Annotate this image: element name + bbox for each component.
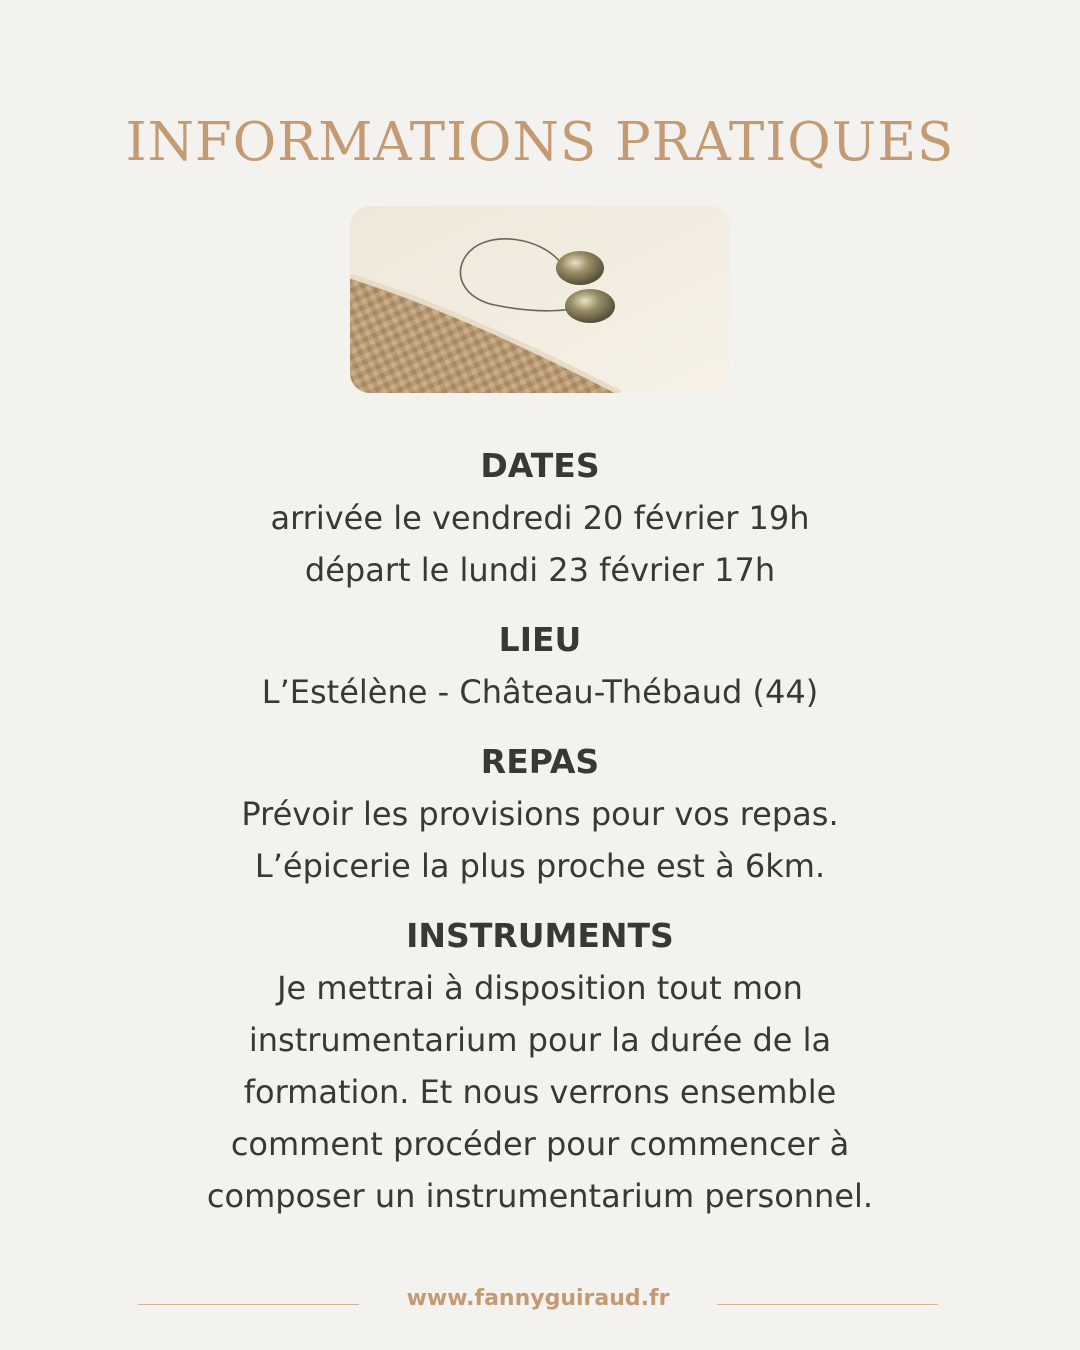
repas-heading: REPAS xyxy=(480,742,600,781)
section-dates xyxy=(120,440,960,596)
info-content xyxy=(120,440,960,1240)
repas-line-2: L’épicerie la plus proche est à 6km. xyxy=(254,847,826,885)
instruments-line-2: instrumentarium pour la durée de la xyxy=(248,1021,832,1059)
instruments-line-4: comment procéder pour commencer à xyxy=(230,1125,850,1163)
footer-divider-right xyxy=(717,1304,938,1305)
dates-heading: DATES xyxy=(480,446,600,485)
chimes-photo xyxy=(350,206,730,393)
section-instruments xyxy=(120,910,960,1222)
dates-departure: départ le lundi 23 février 17h xyxy=(304,551,776,589)
instruments-line-3: formation. Et nous verrons ensemble xyxy=(243,1073,837,1111)
dates-arrival: arrivée le vendredi 20 février 19h xyxy=(270,499,810,537)
section-lieu xyxy=(120,614,960,718)
instruments-line-1: Je mettrai à disposition tout mon xyxy=(277,969,803,1007)
instruments-heading: INSTRUMENTS xyxy=(406,916,674,955)
repas-line-1: Prévoir les provisions pour vos repas. xyxy=(241,795,839,833)
footer-divider-left xyxy=(138,1304,359,1305)
website-link[interactable]: www.fannyguiraud.fr xyxy=(406,1286,670,1311)
section-repas xyxy=(120,736,960,892)
lieu-address: L’Estélène - Château-Thébaud (44) xyxy=(261,673,819,711)
footer xyxy=(0,1282,1080,1316)
page-title: INFORMATIONS PRATIQUES xyxy=(125,112,955,173)
instruments-line-5: composer un instrumentarium personnel. xyxy=(206,1177,874,1215)
lieu-heading: LIEU xyxy=(498,620,582,659)
